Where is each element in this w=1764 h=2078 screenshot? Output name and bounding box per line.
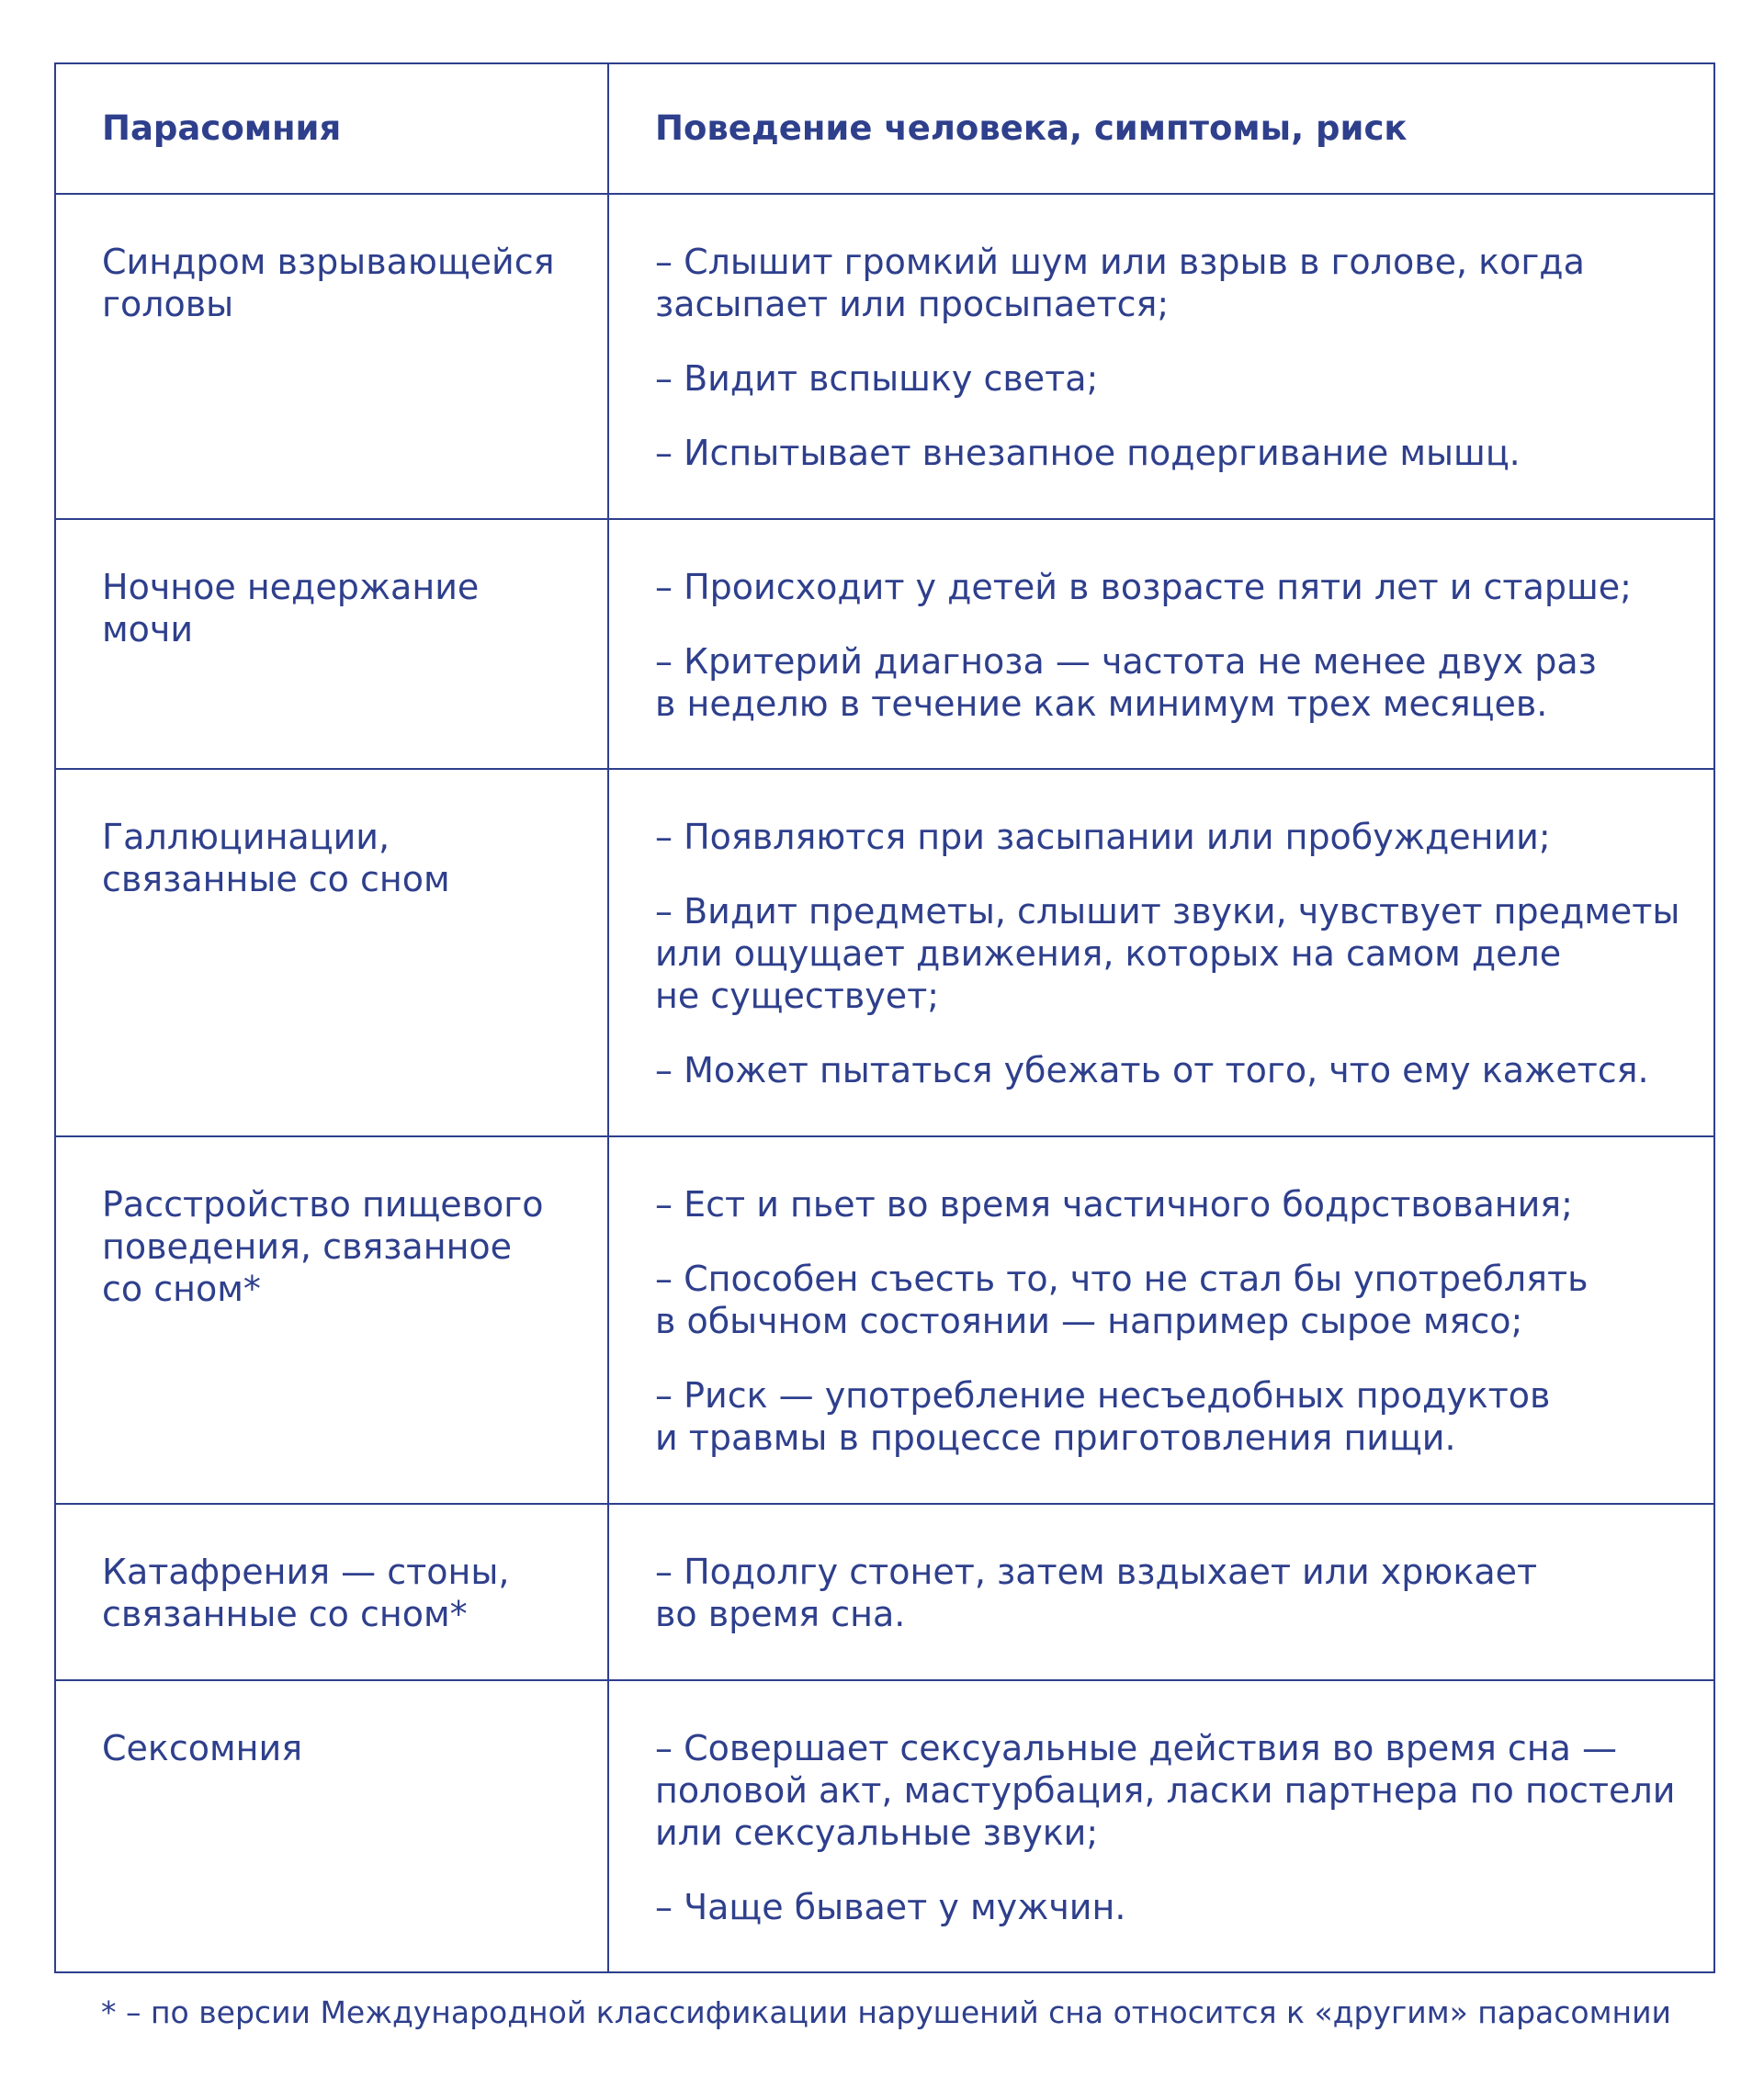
symptom-item: – Критерий диагноза — частота не менее двух раз в неделю в течение как минимум трех месяцев. (655, 641, 1597, 724)
table-header-row (55, 63, 1714, 194)
symptom-item: – Может пытаться убежать от того, что ему кажется. (655, 1050, 1649, 1090)
symptom-item: – Риск — употребление несъедобных продуктов и травмы в процессе приготовления пищи. (655, 1375, 1551, 1458)
symptom-item: – Испытывает внезапное подергивание мышц. (655, 433, 1521, 473)
parasomnia-table-container (54, 62, 1713, 1973)
symptoms-cell (608, 1680, 1714, 1972)
symptom-item: – Совершает сексуальные действия во время сна — половой акт, мастурбация, ласки партнера по постели или сексуальные звуки; (655, 1728, 1676, 1853)
parasomnia-name-cell (55, 1136, 608, 1504)
symptoms-cell (608, 194, 1714, 519)
symptoms-cell (608, 1136, 1714, 1504)
table-row (55, 519, 1714, 769)
header-parasomnia: Парасомния (55, 63, 608, 194)
parasomnia-name: Синдром взрывающейся головы (102, 242, 555, 324)
parasomnia-name-cell (55, 1680, 608, 1972)
symptoms-cell (608, 1504, 1714, 1680)
parasomnia-name-cell (55, 769, 608, 1136)
parasomnia-name: Катафрения — стоны, связанные со сном* (102, 1552, 510, 1634)
table-row (55, 1680, 1714, 1972)
symptom-item: – Чаще бывает у мужчин. (655, 1887, 1126, 1927)
parasomnia-name-cell (55, 194, 608, 519)
parasomnia-name: Ночное недержание мочи (102, 567, 480, 649)
table-row (55, 1136, 1714, 1504)
symptoms-cell (608, 519, 1714, 769)
parasomnia-name-cell (55, 519, 608, 769)
parasomnia-name: Расстройство пищевого поведения, связанное со сном* (102, 1184, 544, 1309)
parasomnia-name: Сексомния (102, 1728, 303, 1768)
symptom-item: – Ест и пьет во время частичного бодрствования; (655, 1184, 1573, 1225)
parasomnia-name-cell (55, 1504, 608, 1680)
table-row (55, 1504, 1714, 1680)
symptom-item: – Слышит громкий шум или взрыв в голове, когда засыпает или просыпается; (655, 242, 1585, 324)
footnote: * – по версии Международной классификации нарушений сна относится к «другим» парасомнии (101, 1994, 1671, 2030)
header-symptoms: Поведение человека, симптомы, риск (608, 63, 1714, 194)
symptom-item: – Подолгу стонет, затем вздыхает или хрюкает во время сна. (655, 1552, 1538, 1634)
symptoms-cell (608, 769, 1714, 1136)
symptom-item: – Происходит у детей в возрасте пяти лет и старше; (655, 567, 1632, 607)
table-row (55, 194, 1714, 519)
table-row (55, 769, 1714, 1136)
symptom-item: – Видит предметы, слышит звуки, чувствует предметы или ощущает движения, которых на самом деле не существует; (655, 891, 1680, 1016)
parasomnia-name: Галлюцинации, связанные со сном (102, 817, 450, 899)
parasomnia-table (54, 62, 1715, 1973)
symptom-item: – Способен съесть то, что не стал бы употреблять в обычном состоянии — например сырое мясо; (655, 1259, 1589, 1341)
symptom-item: – Появляются при засыпании или пробуждении; (655, 817, 1551, 857)
symptom-item: – Видит вспышку света; (655, 358, 1099, 399)
